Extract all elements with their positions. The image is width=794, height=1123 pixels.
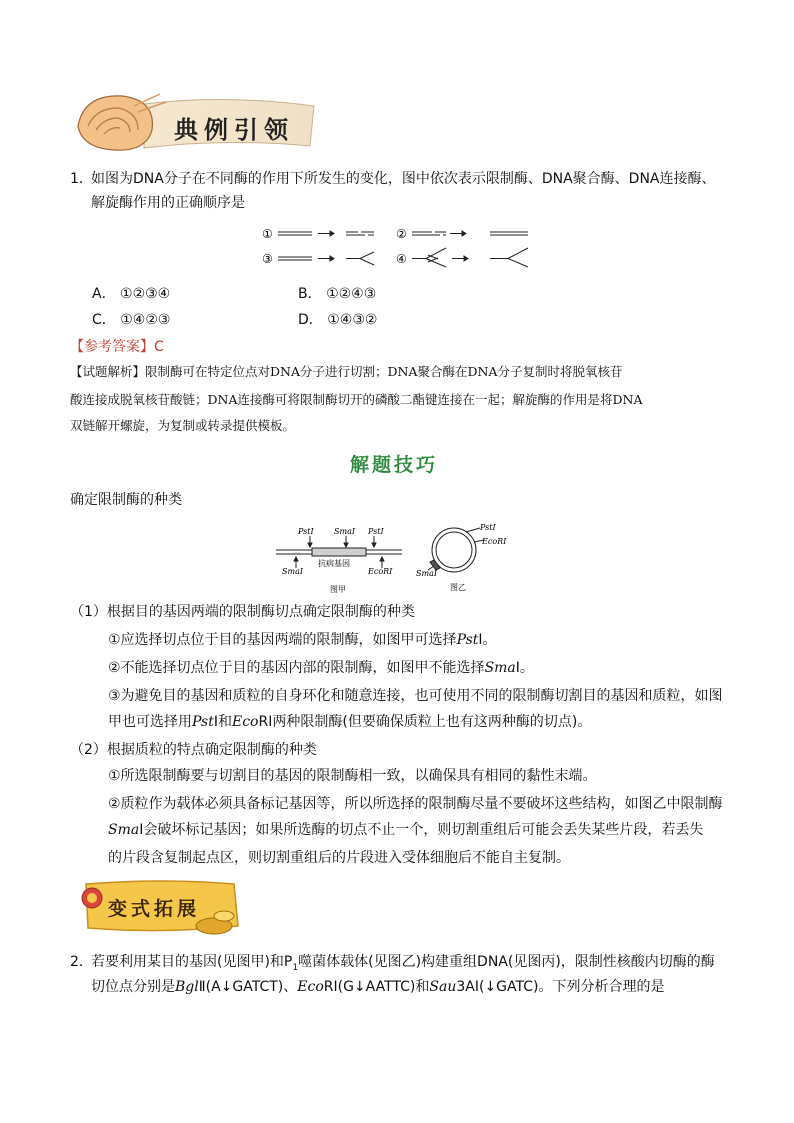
tips-p2-b-line3: 的片段含复制起点区，则切割重组后的片段进入受体细胞后不能自主复制。 xyxy=(108,850,570,866)
jia-pst1-label: PstⅠ xyxy=(298,527,314,536)
p2b-italic: Sma xyxy=(108,822,140,838)
analysis-line3: 双链解开螺旋，为复制或转录提供模板。 xyxy=(70,418,296,433)
tips-p1-c-line1: ③为避免目的基因和质粒的自身环化和随意连接，也可使用不同的限制酶切割目的基因和质粒，如图 xyxy=(108,688,723,704)
question-1-line2: 解旋酶作用的正确顺序是 xyxy=(91,195,245,211)
yi-pst-label: PstⅠ xyxy=(480,523,496,532)
p1c-pre: 甲也可选择用 xyxy=(108,714,192,730)
q2-line1-pre: 若要利用某目的基因(见图甲)和P xyxy=(91,954,293,970)
jia-pst2-label: PstⅠ xyxy=(368,527,384,536)
question-2-line1 xyxy=(91,951,715,979)
banner-title: 典例引领 xyxy=(174,115,294,144)
q2-line1-post: 噬菌体载体(见图乙)构建重组DNA(见图丙)，限制性核酸内切酶的酶 xyxy=(298,954,715,970)
tips-title: 解题技巧 xyxy=(350,454,439,476)
q2-bgl-italic: Bgl xyxy=(175,979,199,995)
p1a-post: Ⅰ。 xyxy=(478,632,497,648)
p1b-italic: Sma xyxy=(484,660,516,676)
yi-caption: 图乙 xyxy=(450,583,466,592)
option-b xyxy=(298,283,376,303)
q2-eco-text: RⅠ(G↓AATTC)和 xyxy=(323,979,430,995)
tips-p1-c-line2 xyxy=(108,708,591,736)
tips-p1-title: （1）根据目的基因两端的限制酶切点确定限制酶的种类 xyxy=(70,604,415,620)
reference-answer xyxy=(70,336,164,356)
question-1-line1: 如图为DNA分子在不同酶的作用下所发生的变化，图中依次表示限制酶、DNA聚合酶、DNA连接酶、 xyxy=(91,171,716,187)
option-b-letter: B． xyxy=(298,286,322,302)
p1c-mid: Ⅰ和 xyxy=(213,714,232,730)
yi-sma-label: SmaⅠ xyxy=(416,569,437,578)
option-a xyxy=(92,283,170,303)
tips-p2-title: （2）根据质粒的特点确定限制酶的种类 xyxy=(70,742,317,758)
tips-subtitle: 确定限制酶的种类 xyxy=(70,492,182,508)
p1c-italic2: Eco xyxy=(232,714,259,730)
analysis-label: 【试题解析】 xyxy=(70,364,146,379)
q2-bgl-text: Ⅱ(A↓GATCT)、 xyxy=(198,979,298,995)
figure-yi xyxy=(414,520,524,596)
option-c-text: ①④②③ xyxy=(120,312,171,328)
jia-sma-top-label: SmaⅠ xyxy=(334,527,355,536)
option-c xyxy=(92,309,170,329)
option-b-text: ①②④③ xyxy=(326,286,377,302)
p1a-text: ①应选择切点位于目的基因两端的限制酶，如图甲可选择 xyxy=(108,632,457,648)
option-a-text: ①②③④ xyxy=(120,286,171,302)
option-d-text: ①④③② xyxy=(327,312,378,328)
analysis-line2: 酸连接成脱氧核苷酸链；DNA连接酶可将限制酶切开的磷酸二酯键连接在一起；解旋酶的作用是将DNA xyxy=(70,392,643,407)
analysis-text1: 限制酶可在特定位点对DNA分子进行切割；DNA聚合酶在DNA分子复制时将脱氧核苷 xyxy=(145,364,623,379)
banner-variation xyxy=(74,876,244,938)
tips-p2-a: ①所选限制酶要与切割目的基因的限制酶相一致，以确保具有相同的黏性末端。 xyxy=(108,768,597,784)
p1b-text: ②不能选择切点位于目的基因内部的限制酶，如图甲不能选择 xyxy=(108,660,485,676)
q2-line1-sub: 1 xyxy=(292,962,299,973)
question-2-number: 2． xyxy=(70,954,93,970)
figure-jia xyxy=(274,524,404,596)
jia-sma-bottom-label: SmaⅠ xyxy=(282,567,303,576)
banner2-title: 变式拓展 xyxy=(108,898,201,920)
fig-label-1: ① xyxy=(262,227,273,241)
fig-label-2: ② xyxy=(396,227,407,241)
q2-sau-text: 3AⅠ(↓GATC)。下列分析合理的是 xyxy=(456,979,665,995)
tips-p1-a xyxy=(108,626,497,654)
jia-gene-label: 抗病基因 xyxy=(318,559,350,568)
jia-caption: 图甲 xyxy=(330,585,346,594)
option-c-letter: C． xyxy=(92,312,116,328)
tips-p2-b-line2 xyxy=(108,816,703,844)
yi-ecor-label: EcoRⅠ xyxy=(482,537,507,546)
p2b-post: Ⅰ会破坏标记基因；如果所选酶的切点不止一个，则切割重组后可能会丢失某些片段，若丢失 xyxy=(139,822,704,838)
q2-line2-pre: 切位点分别是 xyxy=(91,979,175,995)
fig-label-3: ③ xyxy=(262,252,273,266)
p1b-post: Ⅰ。 xyxy=(515,660,534,676)
option-a-letter: A． xyxy=(92,286,116,302)
q2-sau-italic: Sau xyxy=(429,979,457,995)
tips-p1-b xyxy=(108,654,534,682)
p1c-post: RⅠ两种限制酶(但要确保质粒上也有这两种酶的切点)。 xyxy=(258,714,592,730)
p1c-italic1: Pst xyxy=(192,714,214,730)
fig-label-4: ④ xyxy=(396,252,407,266)
answer-value: C xyxy=(154,339,164,355)
question-1-number: 1． xyxy=(70,171,93,187)
option-d-letter: D． xyxy=(298,312,323,328)
jia-ecor-label: EcoRⅠ xyxy=(368,567,393,576)
option-d xyxy=(298,309,377,329)
dna-change-figure xyxy=(260,224,540,268)
p1a-italic: Pst xyxy=(456,632,479,648)
banner-typical-example xyxy=(74,86,322,156)
tips-p2-b-line1: ②质粒作为载体必须具备标记基因等，所以所选择的限制酶尽量不要破坏这些结构，如图乙中限制酶 xyxy=(108,796,723,812)
q2-eco-italic: Eco xyxy=(297,979,324,995)
question-2-line2 xyxy=(91,976,665,998)
answer-label: 【参考答案】 xyxy=(70,339,154,355)
analysis-line1 xyxy=(70,358,622,386)
